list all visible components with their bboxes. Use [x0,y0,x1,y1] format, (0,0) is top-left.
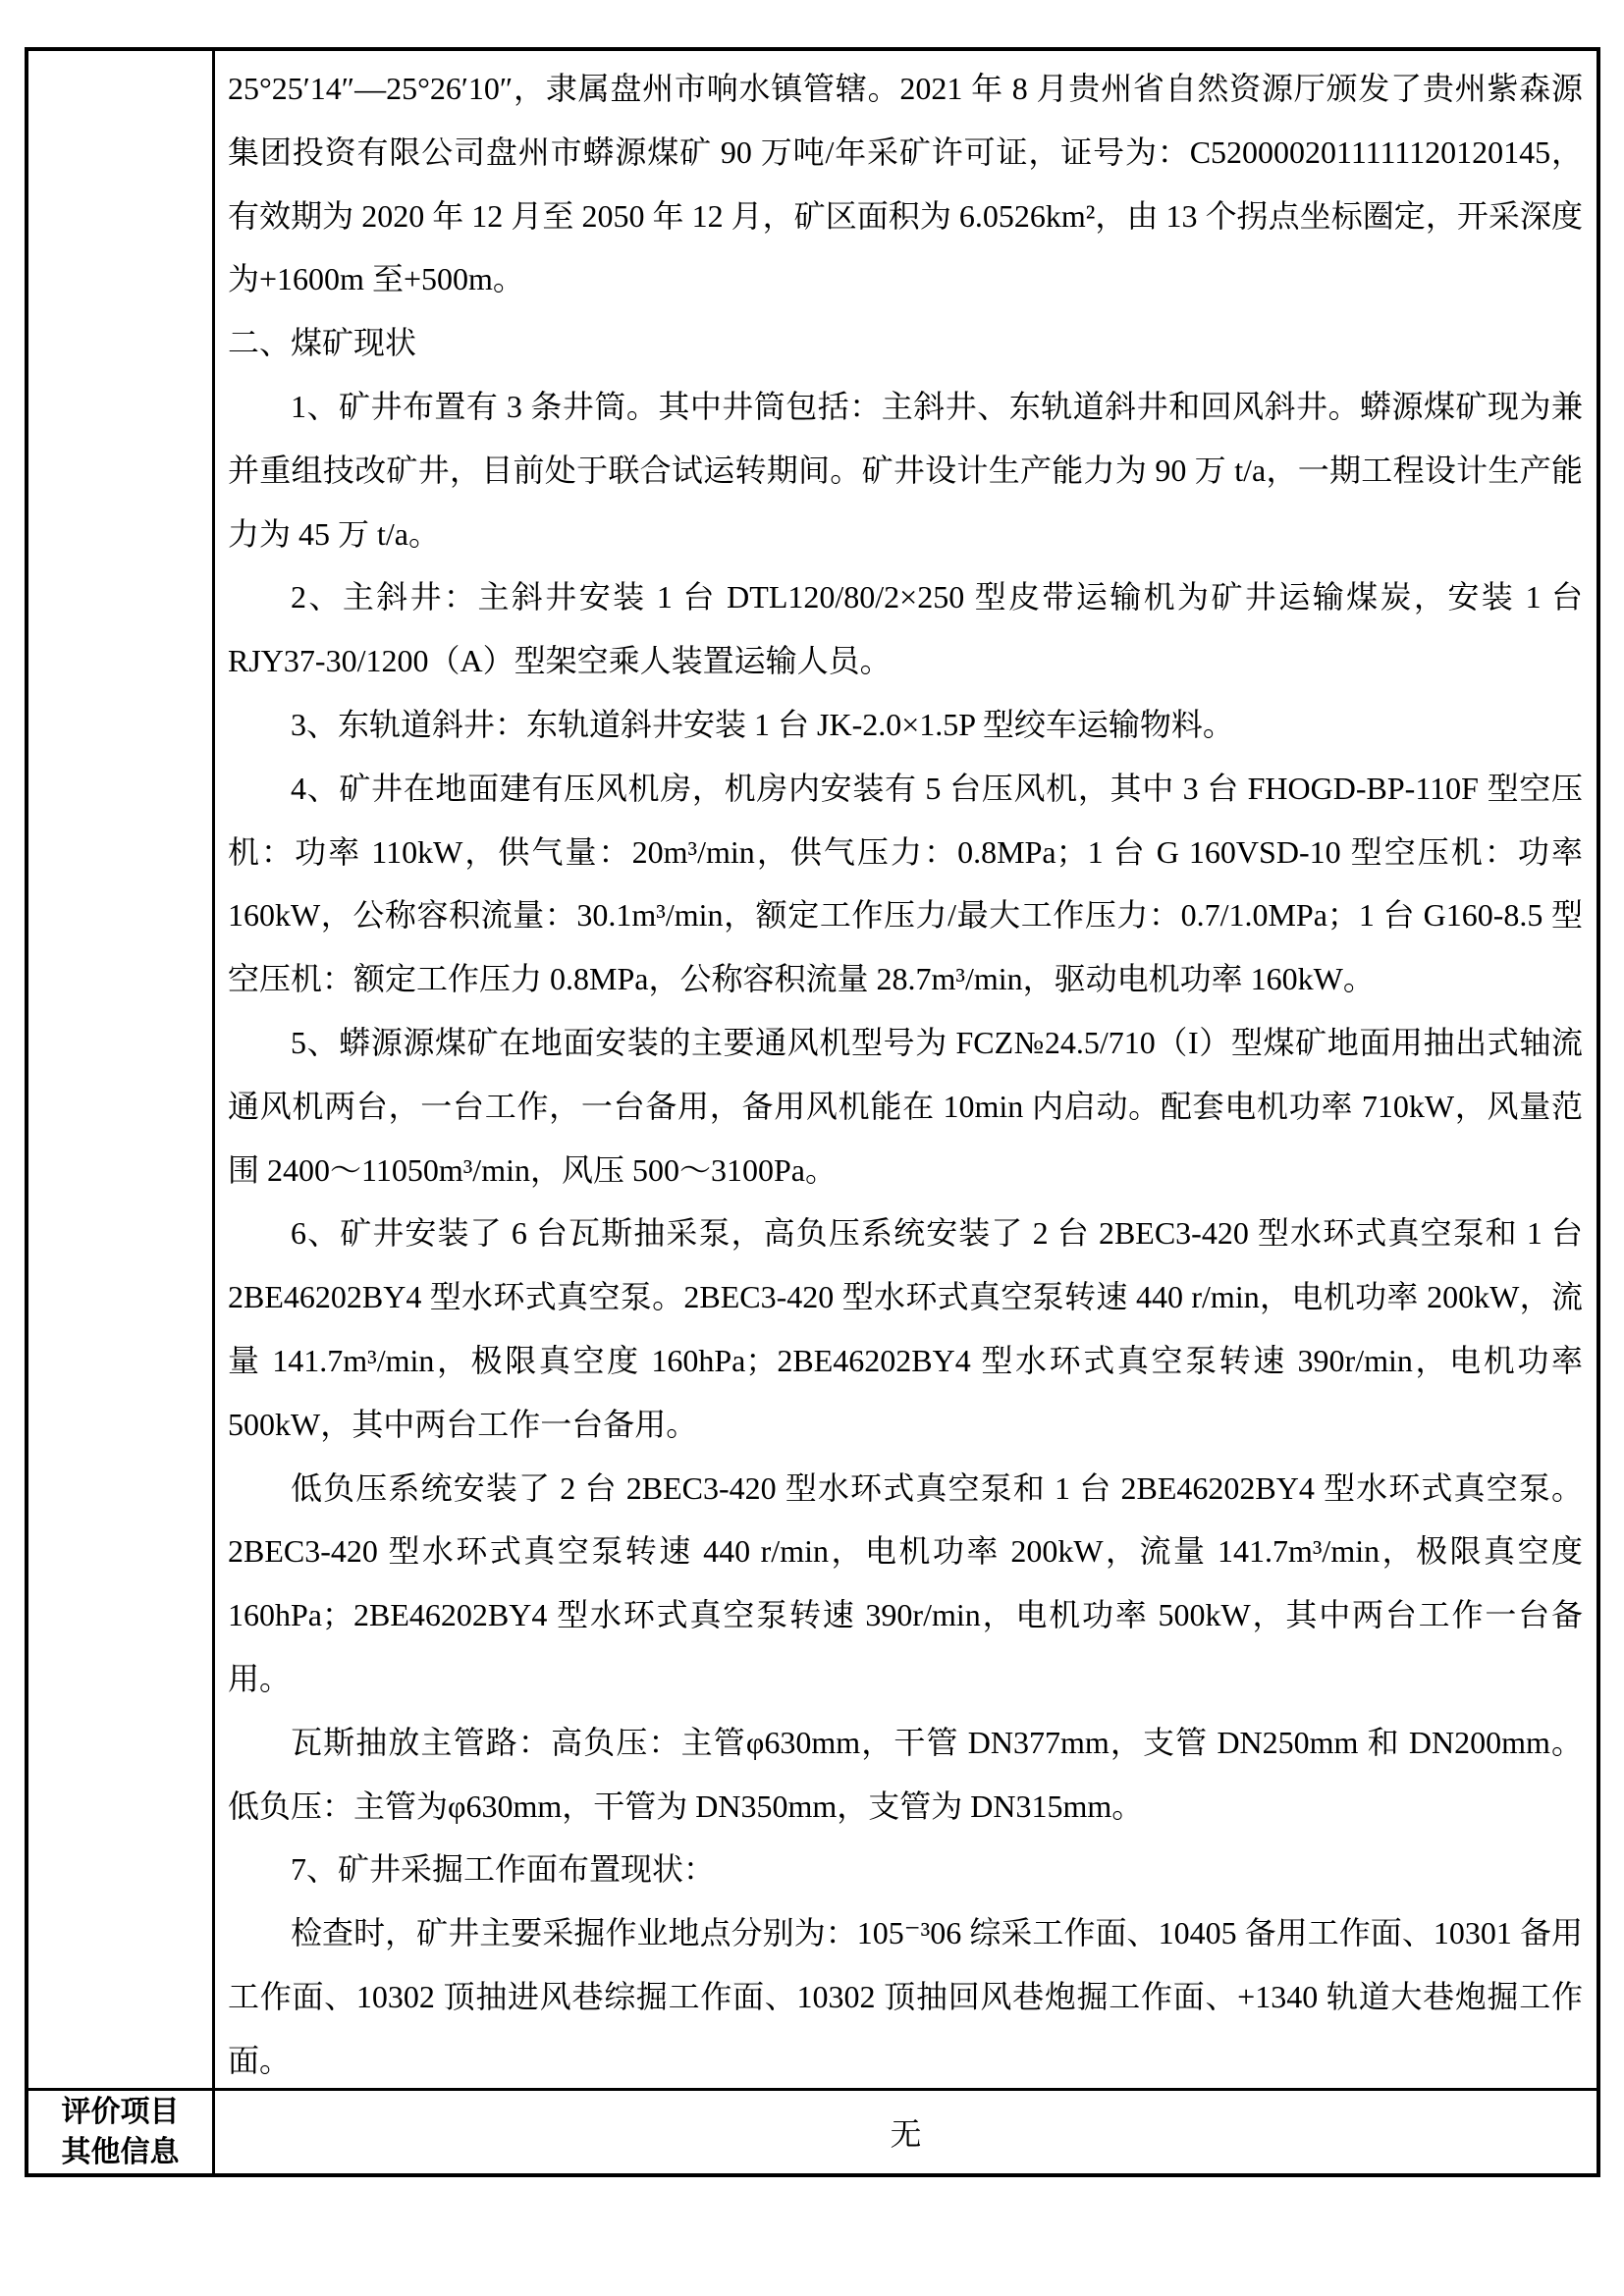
assessment-table [25,47,1600,2177]
paragraph: 3、东轨道斜井：东轨道斜井安装 1 台 JK-2.0×1.5P 型绞车运输物料。 [291,706,1234,742]
paragraph: 低负压系统安装了 2 台 2BEC3-420 型水环式真空泵和 1 台 2BE46202BY4 型水环式真空泵。2BEC3-420 型水环式真空泵转速 440 r/min，电机功率 200kW，流量 141.7m³/min，极限真空度 160hPa；2BE46202BY4 型水环式真空泵转速 390r/min，电机功率 500kW，其中两台工作一台备用。 [228,1469,1583,1696]
paragraph: 6、矿井安装了 6 台瓦斯抽采泵，高负压系统安装了 2 台 2BEC3-420 型水环式真空泵和 1 台 2BE46202BY4 型水环式真空泵。2BEC3-420 型水环式真空泵转速 440 r/min，电机功率 200kW，流量 141.7m³/min，极限真空度 160hPa；2BE46202BY4 型水环式真空泵转速 390r/min，电机功率 500kW，其中两台工作一台备用。 [228,1215,1583,1442]
paragraph: 5、蟒源源煤矿在地面安装的主要通风机型号为 FCZ№24.5/710（I）型煤矿地面用抽出式轴流通风机两台，一台工作，一台备用，备用风机能在 10min 内启动。配套电机功率 710kW，风量范围 2400～11050m³/min，风压 500～3100Pa。 [228,1024,1583,1188]
paragraph: 检查时，矿井主要采掘作业地点分别为：105⁻³06 综采工作面、10405 备用工作面、10301 备用工作面、10302 顶抽进风巷综掘工作面、10302 顶抽回风巷炮掘工作面、+1340 轨道大巷炮掘工作面。 [228,1915,1583,2078]
paragraph: 4、矿井在地面建有压风机房，机房内安装有 5 台压风机，其中 3 台 FHOGD-BP-110F 型空压机：功率 110kW，供气量：20m³/min，供气压力：0.8MPa；1 台 G 160VSD-10 型空压机：功率 160kW，公称容积流量：30.1m³/min，额定工作压力/最大工作压力：0.7/1.0MPa；1 台 G160-8.5 型空压机：额定工作压力 0.8MPa，公称容积流量 28.7m³/min，驱动电机功率 160kW。 [228,770,1583,997]
main-row-content-cell [215,51,1597,2091]
main-row-label-cell-empty [28,51,215,2091]
footer-label-line2: 其他信息 [61,2136,180,2168]
footer-row-label-cell [28,2091,215,2173]
paragraph: 25°25′14″—25°26′10″，隶属盘州市响水镇管辖。2021 年 8 月贵州省自然资源厅颁发了贵州紫森源集团投资有限公司盘州市蟒源煤矿 90 万吨/年采矿许可证，证号为：C5200002011111120120145，有效期为 2020 年 12 月至 2050 年 12 月，矿区面积为 6.0526km²，由 13 个拐点坐标圈定，开采深度为+1600m 至+500m。 [228,71,1583,297]
footer-value-text: 无 [890,2116,922,2152]
paragraph: 2、主斜井：主斜井安装 1 台 DTL120/80/2×250 型皮带运输机为矿井运输煤炭，安装 1 台 RJY37-30/1200（A）型架空乘人装置运输人员。 [228,579,1583,679]
paragraph: 瓦斯抽放主管路：高负压：主管φ630mm，干管 DN377mm，支管 DN250mm 和 DN200mm。低负压：主管为φ630mm，干管为 DN350mm，支管为 DN315mm。 [228,1724,1583,1824]
paragraph: 1、矿井布置有 3 条井筒。其中井筒包括：主斜井、东轨道斜井和回风斜井。蟒源煤矿现为兼并重组技改矿井，目前处于联合试运转期间。矿井设计生产能力为 90 万 t/a，一期工程设计生产能力为 45 万 t/a。 [228,388,1583,552]
paragraph: 二、煤矿现状 [228,325,417,361]
paragraph: 7、矿井采掘工作面布置现状： [291,1851,716,1888]
footer-row-value-cell [215,2091,1597,2173]
footer-label-line1: 评价项目 [61,2096,180,2128]
